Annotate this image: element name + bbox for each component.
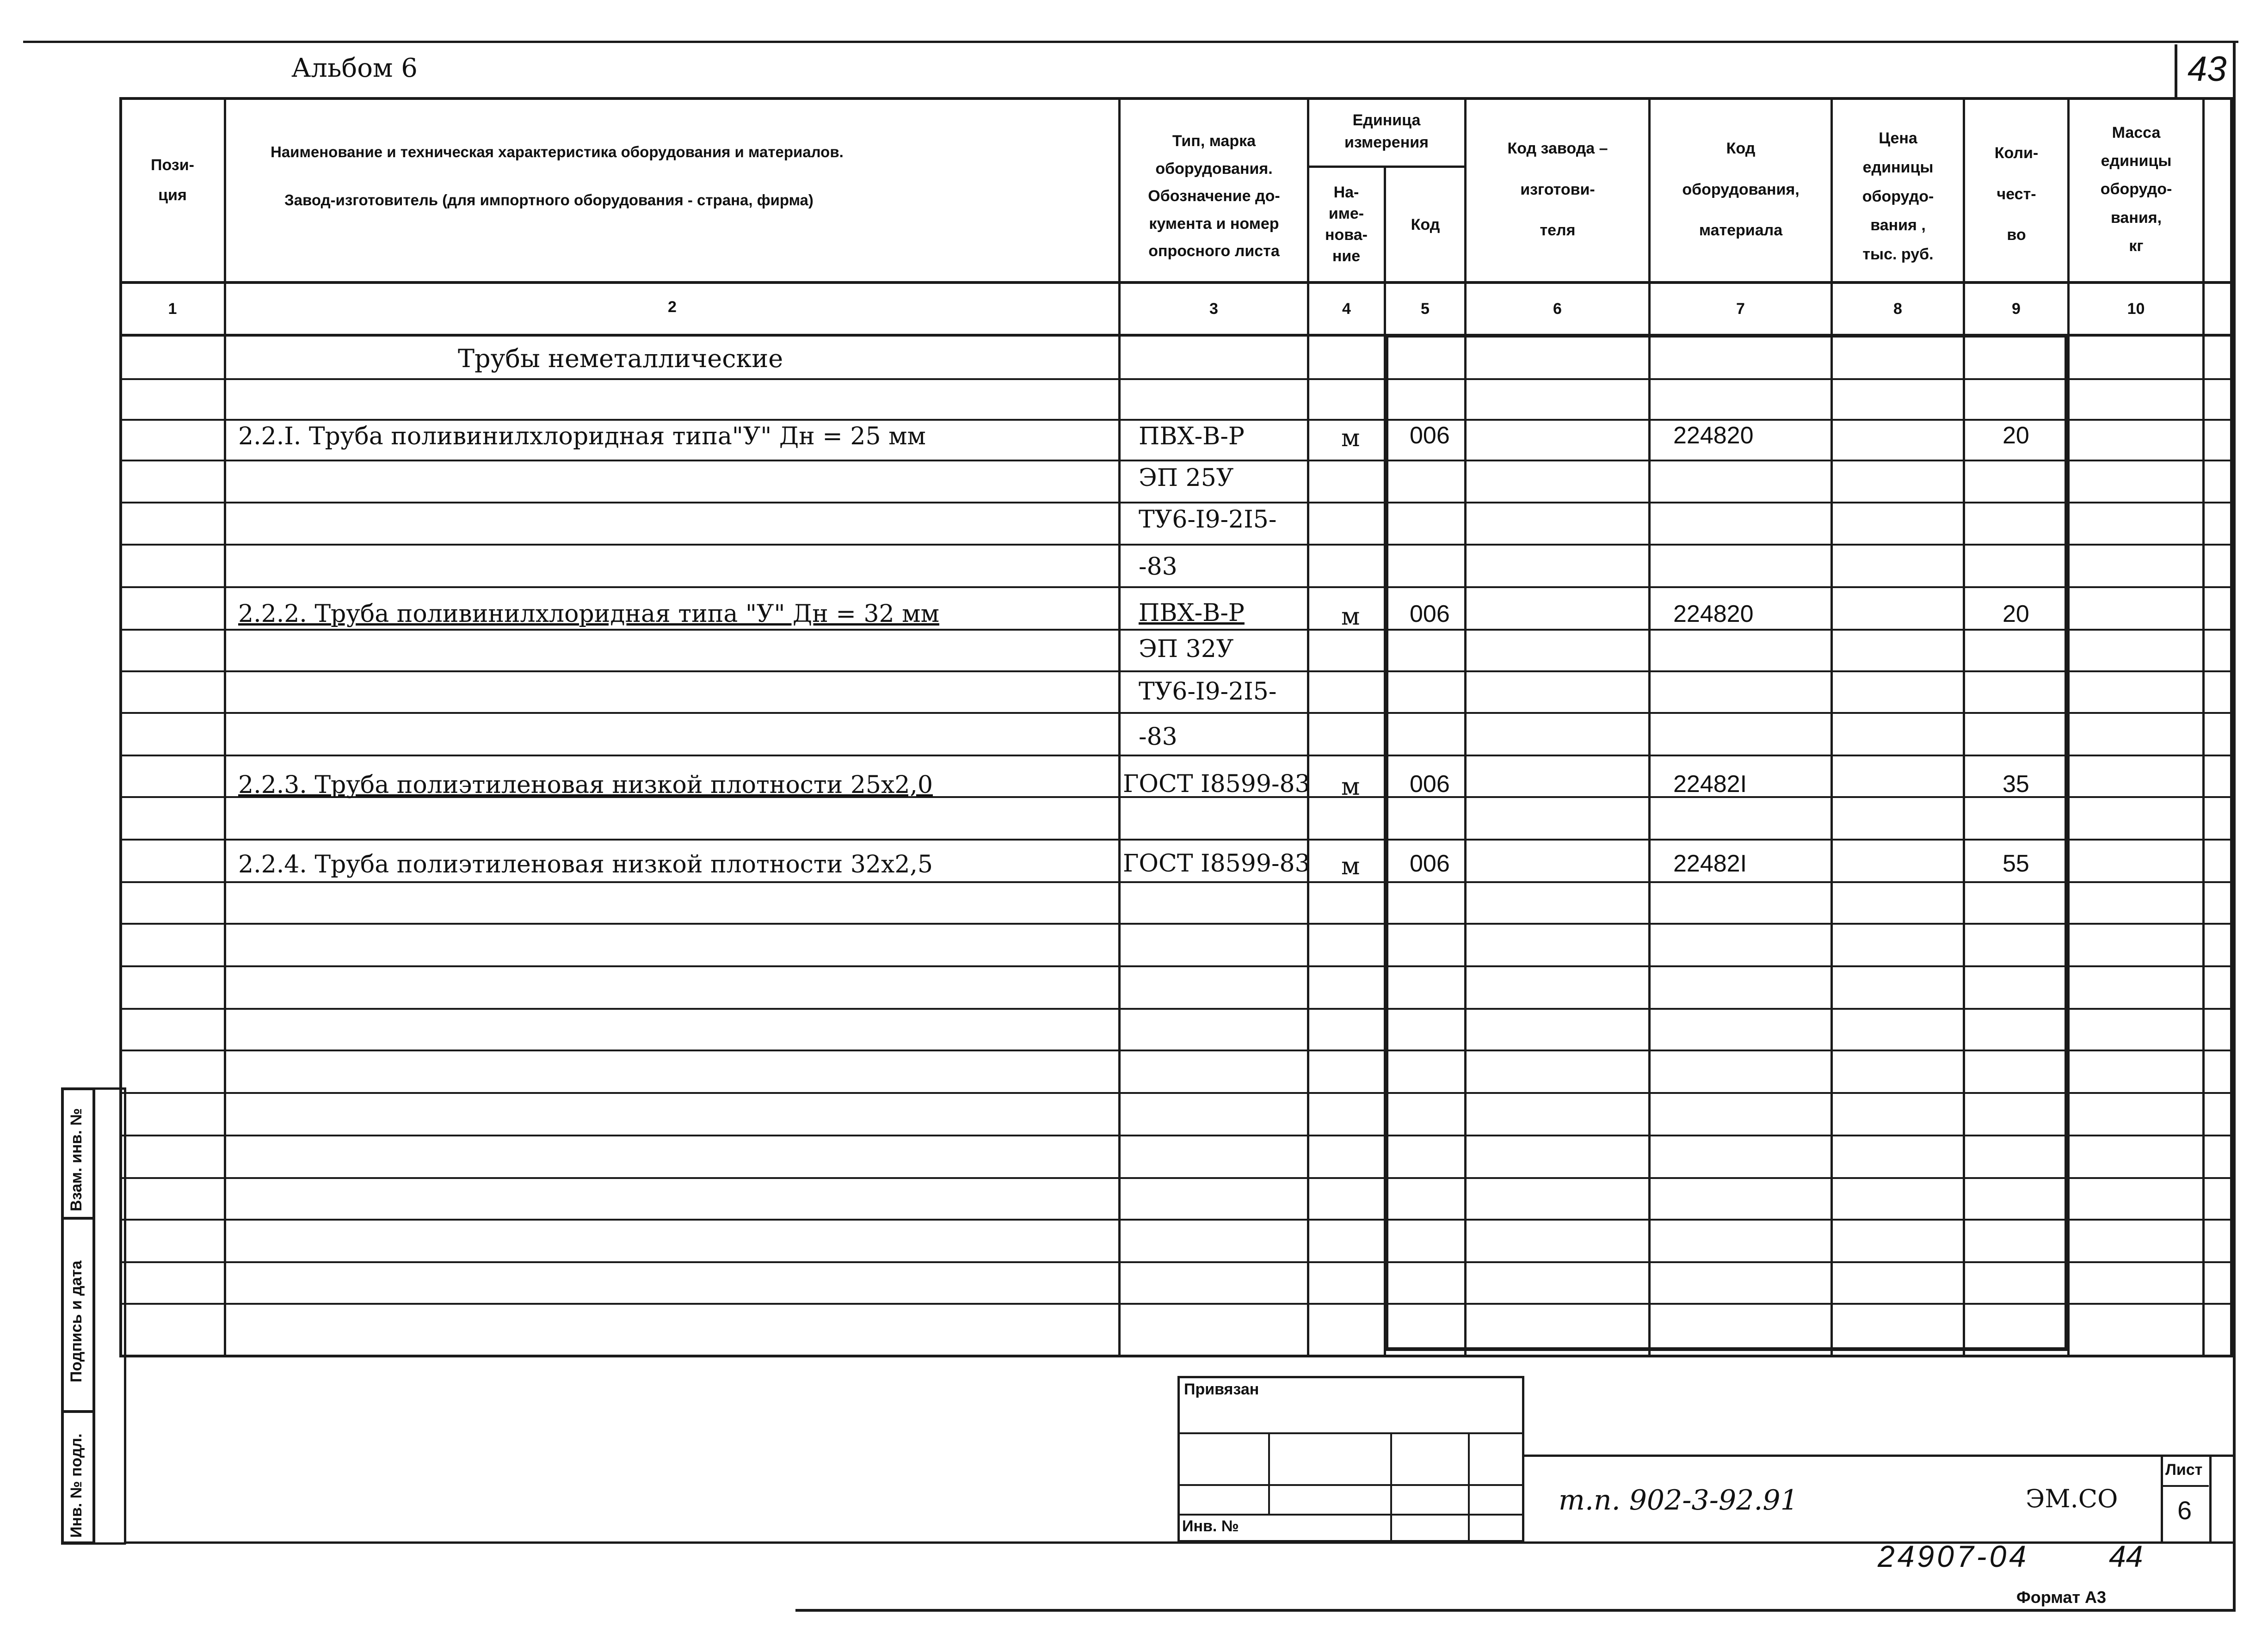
row-line [119, 712, 2233, 714]
col-number-6: 6 [1553, 300, 1562, 318]
item-name: 2.2.3. Труба полиэтиленовая низкой плотности 25х2,0 [238, 771, 933, 799]
item-unit: м [1341, 603, 1360, 631]
item-type-line: ЭП 32У [1139, 635, 1234, 663]
doc-block-top [1524, 1455, 2236, 1457]
col-number-5: 5 [1421, 300, 1430, 318]
format-label: Формат А3 [2016, 1588, 2107, 1607]
side-stamp-label-1: Взам. инв. № [68, 1108, 85, 1211]
item-type-line: ТУ6-I9-2I5- [1139, 678, 1277, 706]
doc-mark: ЭМ.СО [2026, 1484, 2118, 1513]
item-type-line: ТУ6-I9-2I5- [1139, 506, 1277, 534]
header-unit: Единица измерения [1344, 111, 1429, 151]
row-line [119, 378, 2233, 380]
row-line [119, 1261, 2233, 1263]
header-factory-code: Код завода – изготови- теля [1507, 140, 1608, 239]
side-stamp-label-3: Инв. № подл. [68, 1433, 85, 1538]
item-type-line: ЭП 25У [1139, 464, 1234, 492]
page-corner-number: 43 [2188, 49, 2227, 89]
item-unit-code: 006 [1410, 850, 1450, 877]
row-line [119, 965, 2233, 967]
col-line-10 [2202, 97, 2205, 1357]
item-type-line: ГОСТ I8599-83 [1123, 850, 1310, 878]
row-line [119, 586, 2233, 588]
row-line [119, 839, 2233, 841]
header-name-line2: Завод-изготовитель (для импортного оборудования - страна, фирма) [284, 191, 814, 209]
attached-row-1 [1177, 1432, 1524, 1434]
item-type-line: -83 [1139, 723, 1177, 751]
col-number-9: 9 [2012, 300, 2021, 318]
row-line [119, 670, 2233, 672]
item-quantity: 55 [2003, 850, 2029, 877]
item-quantity: 20 [2003, 601, 2029, 627]
item-unit: м [1341, 773, 1360, 801]
bottom-stamp-page: 44 [2109, 1539, 2143, 1573]
row-line [119, 502, 2233, 503]
frame-right [2233, 41, 2236, 1611]
header-unit-code: Код [1411, 215, 1440, 233]
item-type-line: -83 [1139, 553, 1177, 581]
attached-col-3 [1468, 1432, 1470, 1542]
row-line [119, 419, 2233, 421]
item-quantity: 35 [2003, 771, 2029, 798]
thick-data-box [1385, 334, 2068, 1351]
item-unit: м [1341, 853, 1360, 880]
item-name: 2.2.4. Труба полиэтиленовая низкой плотности 32х2,5 [238, 851, 933, 878]
section-title: Трубы неметаллические [458, 344, 783, 373]
header-price: Цена единицы оборудо- вания , тыс. руб. [1862, 129, 1934, 264]
col-number-8: 8 [1893, 300, 1902, 318]
attached-label: Привязан [1184, 1381, 1259, 1398]
item-type-line: ГОСТ I8599-83 [1123, 770, 1310, 798]
header-quantity: Коли- чест- во [1994, 144, 2039, 244]
row-line [119, 1303, 2233, 1305]
row-line [119, 1177, 2233, 1179]
col-number-7: 7 [1736, 300, 1745, 318]
sheet-number: 6 [2177, 1496, 2192, 1525]
item-material-code: 224820 [1673, 422, 1754, 449]
item-type-line: ПВХ-В-Р [1139, 423, 1245, 450]
attached-row-2 [1177, 1484, 1524, 1486]
row-line [119, 881, 2233, 883]
header-name-line1: Наименование и техническая характеристика оборудования и материалов. [271, 143, 844, 160]
lower-left-frame [124, 1357, 126, 1544]
sheet-label: Лист [2165, 1461, 2203, 1479]
item-material-code: 224820 [1673, 601, 1754, 627]
sheet-box-divider [2161, 1485, 2209, 1487]
row-line [119, 755, 2233, 756]
row-line [119, 1135, 2233, 1136]
header-type: Тип, марка оборудования. Обозначение до- кумента и номер опросного листа [1148, 132, 1280, 260]
row-line [119, 629, 2233, 631]
col-number-1: 1 [168, 300, 177, 318]
row-line [119, 1050, 2233, 1051]
row-line [119, 1219, 2233, 1221]
row-line [119, 460, 2233, 461]
item-unit: м [1341, 424, 1360, 452]
doc-code: т.п. 902-3-92.91 [1559, 1484, 1798, 1516]
item-name: 2.2.2. Труба поливинилхлоридная типа "У" Дн = 32 мм [238, 600, 940, 628]
row-line [119, 544, 2233, 546]
frame-bottom [795, 1609, 2236, 1612]
frame-top [23, 41, 2238, 43]
header-equipment-code: Код оборудования, материала [1682, 140, 1800, 239]
col-number-4: 4 [1342, 300, 1351, 318]
side-stamp-label-2: Подпись и дата [68, 1260, 85, 1382]
header-unit-name: На- име- нова- ние [1325, 184, 1368, 265]
item-material-code: 22482I [1673, 850, 1747, 877]
col-number-3: 3 [1209, 300, 1218, 318]
item-name: 2.2.I. Труба поливинилхлоридная типа"У" Дн = 25 мм [238, 423, 926, 450]
row-line [119, 1008, 2233, 1010]
attached-col-2 [1390, 1432, 1392, 1542]
header-mass: Масса единицы оборудо- вания, кг [2100, 124, 2172, 255]
album-label: Альбом 6 [291, 53, 418, 83]
bottom-stamp-number: 24907-04 [1878, 1539, 2029, 1573]
attached-col-1 [1268, 1432, 1270, 1514]
item-quantity: 20 [2003, 422, 2029, 449]
item-material-code: 22482I [1673, 771, 1747, 798]
inv-label: Инв. № [1182, 1517, 1239, 1535]
attached-row-3 [1177, 1514, 1524, 1516]
item-unit-code: 006 [1410, 771, 1450, 798]
unit-group-divider [1307, 166, 1464, 168]
side-stamp-bottom [61, 1542, 126, 1545]
col-number-2: 2 [668, 298, 677, 316]
row-line [119, 1092, 2233, 1094]
col-number-10: 10 [2127, 300, 2145, 318]
side-stamp-divider [92, 1087, 126, 1090]
item-unit-code: 006 [1410, 601, 1450, 627]
item-unit-code: 006 [1410, 422, 1450, 449]
row-line [119, 923, 2233, 925]
item-type-line: ПВХ-В-Р [1139, 599, 1245, 627]
header-position: Пози- ция [151, 156, 194, 204]
